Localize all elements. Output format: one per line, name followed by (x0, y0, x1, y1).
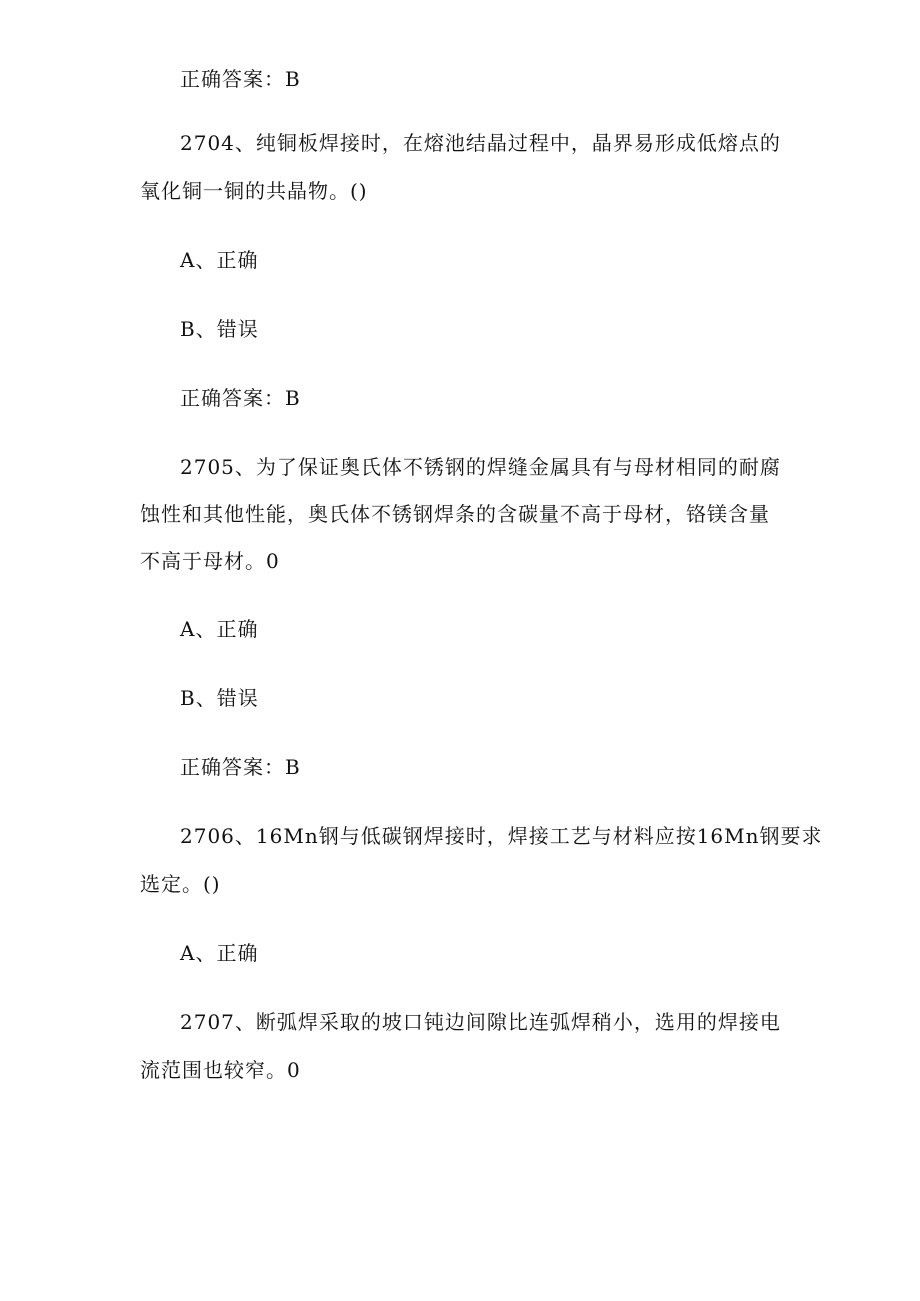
question-2705-line-3: 不高于母材。0 (140, 549, 280, 573)
question-2706-line-1: 2706、16Mn钢与低碳钢焊接时，焊接工艺与材料应按16Mn钢要求 (180, 824, 823, 848)
question-2705-answer: 正确答案：B (180, 755, 301, 779)
question-2704-answer: 正确答案：B (180, 386, 301, 410)
question-2705-option-b: B、错误 (180, 686, 259, 710)
question-2705-line-1: 2705、为了保证奥氏体不锈钢的焊缝金属具有与母材相同的耐腐 (180, 455, 781, 479)
question-2705-option-a: A、正确 (180, 617, 259, 641)
question-2707-line-2: 流范围也较窄。0 (140, 1058, 301, 1082)
question-2706-option-a: A、正确 (180, 941, 259, 965)
question-2705-line-2: 蚀性和其他性能，奥氏体不锈钢焊条的含碳量不高于母材，铬镁含量 (140, 502, 770, 526)
question-2704-option-a: A、正确 (180, 248, 259, 272)
question-2706-line-2: 选定。() (140, 872, 221, 896)
question-2704-option-b: B、错误 (180, 317, 259, 341)
question-2707-line-1: 2707、断弧焊采取的坡口钝边间隙比连弧焊稍小，选用的焊接电 (180, 1010, 781, 1034)
question-2704-line-1: 2704、纯铜板焊接时，在熔池结晶过程中，晶界易形成低熔点的 (180, 131, 781, 155)
question-2704-line-2: 氧化铜一铜的共晶物。() (140, 179, 368, 203)
answer-line: 正确答案：B (180, 67, 301, 91)
